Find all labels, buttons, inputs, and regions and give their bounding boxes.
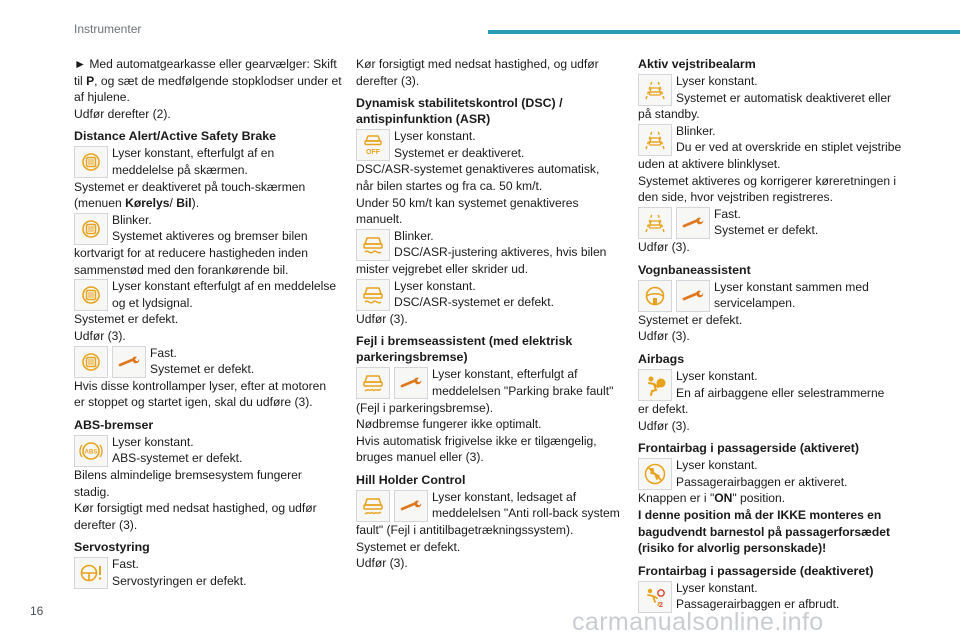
wrench-icon bbox=[394, 367, 428, 399]
distance-alert-heading: Distance Alert/Active Safety Brake bbox=[74, 129, 277, 144]
wrench-icon bbox=[394, 490, 428, 522]
column-3 bbox=[638, 56, 906, 613]
wrench-icon bbox=[112, 346, 146, 378]
intro-paragraph: ► Med automatgearkasse eller gearvælger: Skift til P, og sæt de medfølgende stopklodser under et af hjulene. bbox=[74, 57, 342, 105]
running-head: Instrumenter bbox=[74, 22, 142, 36]
watermark: carmanualsonline.info bbox=[572, 608, 824, 636]
dsc-icon bbox=[356, 279, 390, 311]
brake-assist-note: (Fejl i parkeringsbremse). Nødbremse fungerer ikke optimalt. Hvis automatisk frigivelse ikke er tilgængelig, bruges manuel eller (3). bbox=[356, 400, 597, 465]
brake-assist-entry: Lyser konstant, efterfulgt af meddelelsen "Parking brake fault" bbox=[356, 366, 624, 399]
brake-assist-heading: Fejl i bremseassistent (med elektrisk parkeringsbremse) bbox=[356, 334, 573, 365]
passenger-airbag-warning: I denne position må der IKKE monteres en bagudvendt barnestol på passagerforsædet (risiko for alvorlig personskade)! bbox=[638, 508, 891, 556]
distance-alert-icon bbox=[74, 279, 108, 311]
distance-alert-entry-4: Fast. Systemet er defekt. bbox=[74, 345, 342, 378]
lane-alert-note-3: Udfør (3). bbox=[638, 239, 690, 254]
passenger-airbag-off-heading: Frontairbag i passagerside (deaktiveret) bbox=[638, 563, 874, 578]
distance-alert-entry-2: Blinker. Systemet aktiveres og bremser bilen bbox=[74, 212, 342, 245]
passenger-airbag-off-entry: Lyser konstant. Passagerairbaggen er afbrudt. bbox=[638, 580, 906, 613]
hill-holder-icon bbox=[356, 490, 390, 522]
dsc-entry-1: Lyser konstant. Systemet er deaktiveret. bbox=[356, 128, 624, 161]
steering-icon bbox=[74, 557, 108, 589]
distance-alert-icon bbox=[74, 213, 108, 245]
dsc-note-2: mister vejgrebet eller skrider ud. bbox=[356, 261, 529, 276]
dsc-note-1: DSC/ASR-systemet genaktiveres automatisk, når bilen startes og fra ca. 50 km/t. Under 50 km/t kan systemet genaktiveres manuelt. bbox=[356, 162, 600, 227]
passenger-airbag-on-heading: Frontairbag i passagerside (aktiveret) bbox=[638, 441, 860, 456]
hill-holder-note: fault" (Fejl i antitilbagetrækningssystem). Systemet er defekt. Udfør (3). bbox=[356, 523, 574, 571]
passenger-airbag-on-note: Knappen er i "ON" position. bbox=[638, 491, 786, 506]
distance-alert-entry-3: Lyser konstant efterfulgt af en meddelelse og et lydsignal. bbox=[74, 278, 342, 311]
lane-alert-icon bbox=[638, 74, 672, 106]
lane-alert-note-1: på standby. bbox=[638, 107, 700, 122]
servo-entry: Fast. Servostyringen er defekt. bbox=[74, 556, 342, 589]
distance-alert-entry-1: Lyser konstant, efterfulgt af en meddelelse på skærmen. bbox=[74, 145, 342, 178]
lane-alert-entry-3: Fast. Systemet er defekt. bbox=[638, 206, 906, 239]
dsc-note-3: Udfør (3). bbox=[356, 311, 408, 326]
hill-holder-heading: Hill Holder Control bbox=[356, 472, 466, 487]
wrench-icon bbox=[676, 280, 710, 312]
lane-alert-icon bbox=[638, 124, 672, 156]
abs-icon bbox=[74, 435, 108, 467]
lane-assist-heading: Vognbaneassistent bbox=[638, 262, 751, 277]
lane-alert-entry-2: Blinker. Du er ved at overskride en stiplet vejstribe bbox=[638, 123, 906, 156]
lane-assist-icon bbox=[638, 280, 672, 312]
page-number: 16 bbox=[30, 604, 44, 618]
distance-alert-note-3: Systemet er defekt. Udfør (3). bbox=[74, 312, 179, 343]
dsc-off-icon bbox=[356, 129, 390, 161]
passenger-airbag-on-icon bbox=[638, 458, 672, 490]
hill-holder-entry: Lyser konstant, ledsaget af meddelelsen "Anti roll-back system bbox=[356, 489, 624, 522]
lane-assist-note: Systemet er defekt. Udfør (3). bbox=[638, 312, 743, 344]
dsc-icon bbox=[356, 229, 390, 261]
abs-note: Bilens almindelige bremsesystem fungerer stadig. Kør forsigtigt med nedsat hastighed, og udfør derefter (3). bbox=[74, 468, 317, 532]
lane-alert-icon bbox=[638, 207, 672, 239]
lane-alert-note-2: uden at aktivere blinklyset. Systemet aktiveres og korrigerer køreretningen i den side, hvor vejstriben registreres. bbox=[638, 156, 897, 205]
abs-heading: ABS-bremser bbox=[74, 417, 154, 432]
abs-entry: Lyser konstant. ABS-systemet er defekt. bbox=[74, 434, 342, 467]
dsc-entry-2: Blinker. DSC/ASR-justering aktiveres, hvis bilen bbox=[356, 228, 624, 261]
airbags-entry: Lyser konstant. En af airbaggene eller selestrammerne bbox=[638, 368, 906, 401]
lane-assist-entry: Lyser konstant sammen med servicelampen. bbox=[638, 279, 906, 312]
passenger-airbag-on-entry: Lyser konstant. Passagerairbaggen er aktiveret. bbox=[638, 457, 906, 490]
airbags-note: er defekt. Udfør (3). bbox=[638, 402, 690, 433]
distance-alert-note-1: Systemet er deaktiveret på touch-skærmen (menuen Kørelys/ Bil). bbox=[74, 179, 306, 211]
brake-assist-icon bbox=[356, 367, 390, 399]
distance-alert-note-2: kortvarigt for at reducere hastigheden inden sammenstød med den forankørende bil. bbox=[74, 245, 308, 277]
lane-alert-entry-1: Lyser konstant. Systemet er automatisk deaktiveret eller bbox=[638, 73, 906, 106]
servo-heading: Servostyring bbox=[74, 540, 150, 555]
col2-intro: Kør forsigtigt med nedsat hastighed, og udfør derefter (3). bbox=[356, 57, 599, 88]
wrench-icon bbox=[676, 207, 710, 239]
dsc-entry-3: Lyser konstant. DSC/ASR-systemet er defekt. bbox=[356, 278, 624, 311]
airbags-heading: Airbags bbox=[638, 351, 685, 366]
distance-alert-note-4: Hvis disse kontrollamper lyser, efter at motoren er stoppet og startet igen, skal du udføre (3). bbox=[74, 378, 327, 410]
intro-after: Udfør derefter (2). bbox=[74, 106, 171, 121]
airbag-icon bbox=[638, 369, 672, 401]
column-1 bbox=[74, 56, 342, 590]
lane-alert-heading: Aktiv vejstribealarm bbox=[638, 57, 756, 71]
dsc-heading: Dynamisk stabilitetskontrol (DSC) / antispinfunktion (ASR) bbox=[356, 96, 563, 127]
distance-alert-icon bbox=[74, 346, 108, 378]
header-accent-bar bbox=[488, 30, 960, 34]
distance-alert-icon bbox=[74, 146, 108, 178]
column-2 bbox=[356, 56, 624, 572]
